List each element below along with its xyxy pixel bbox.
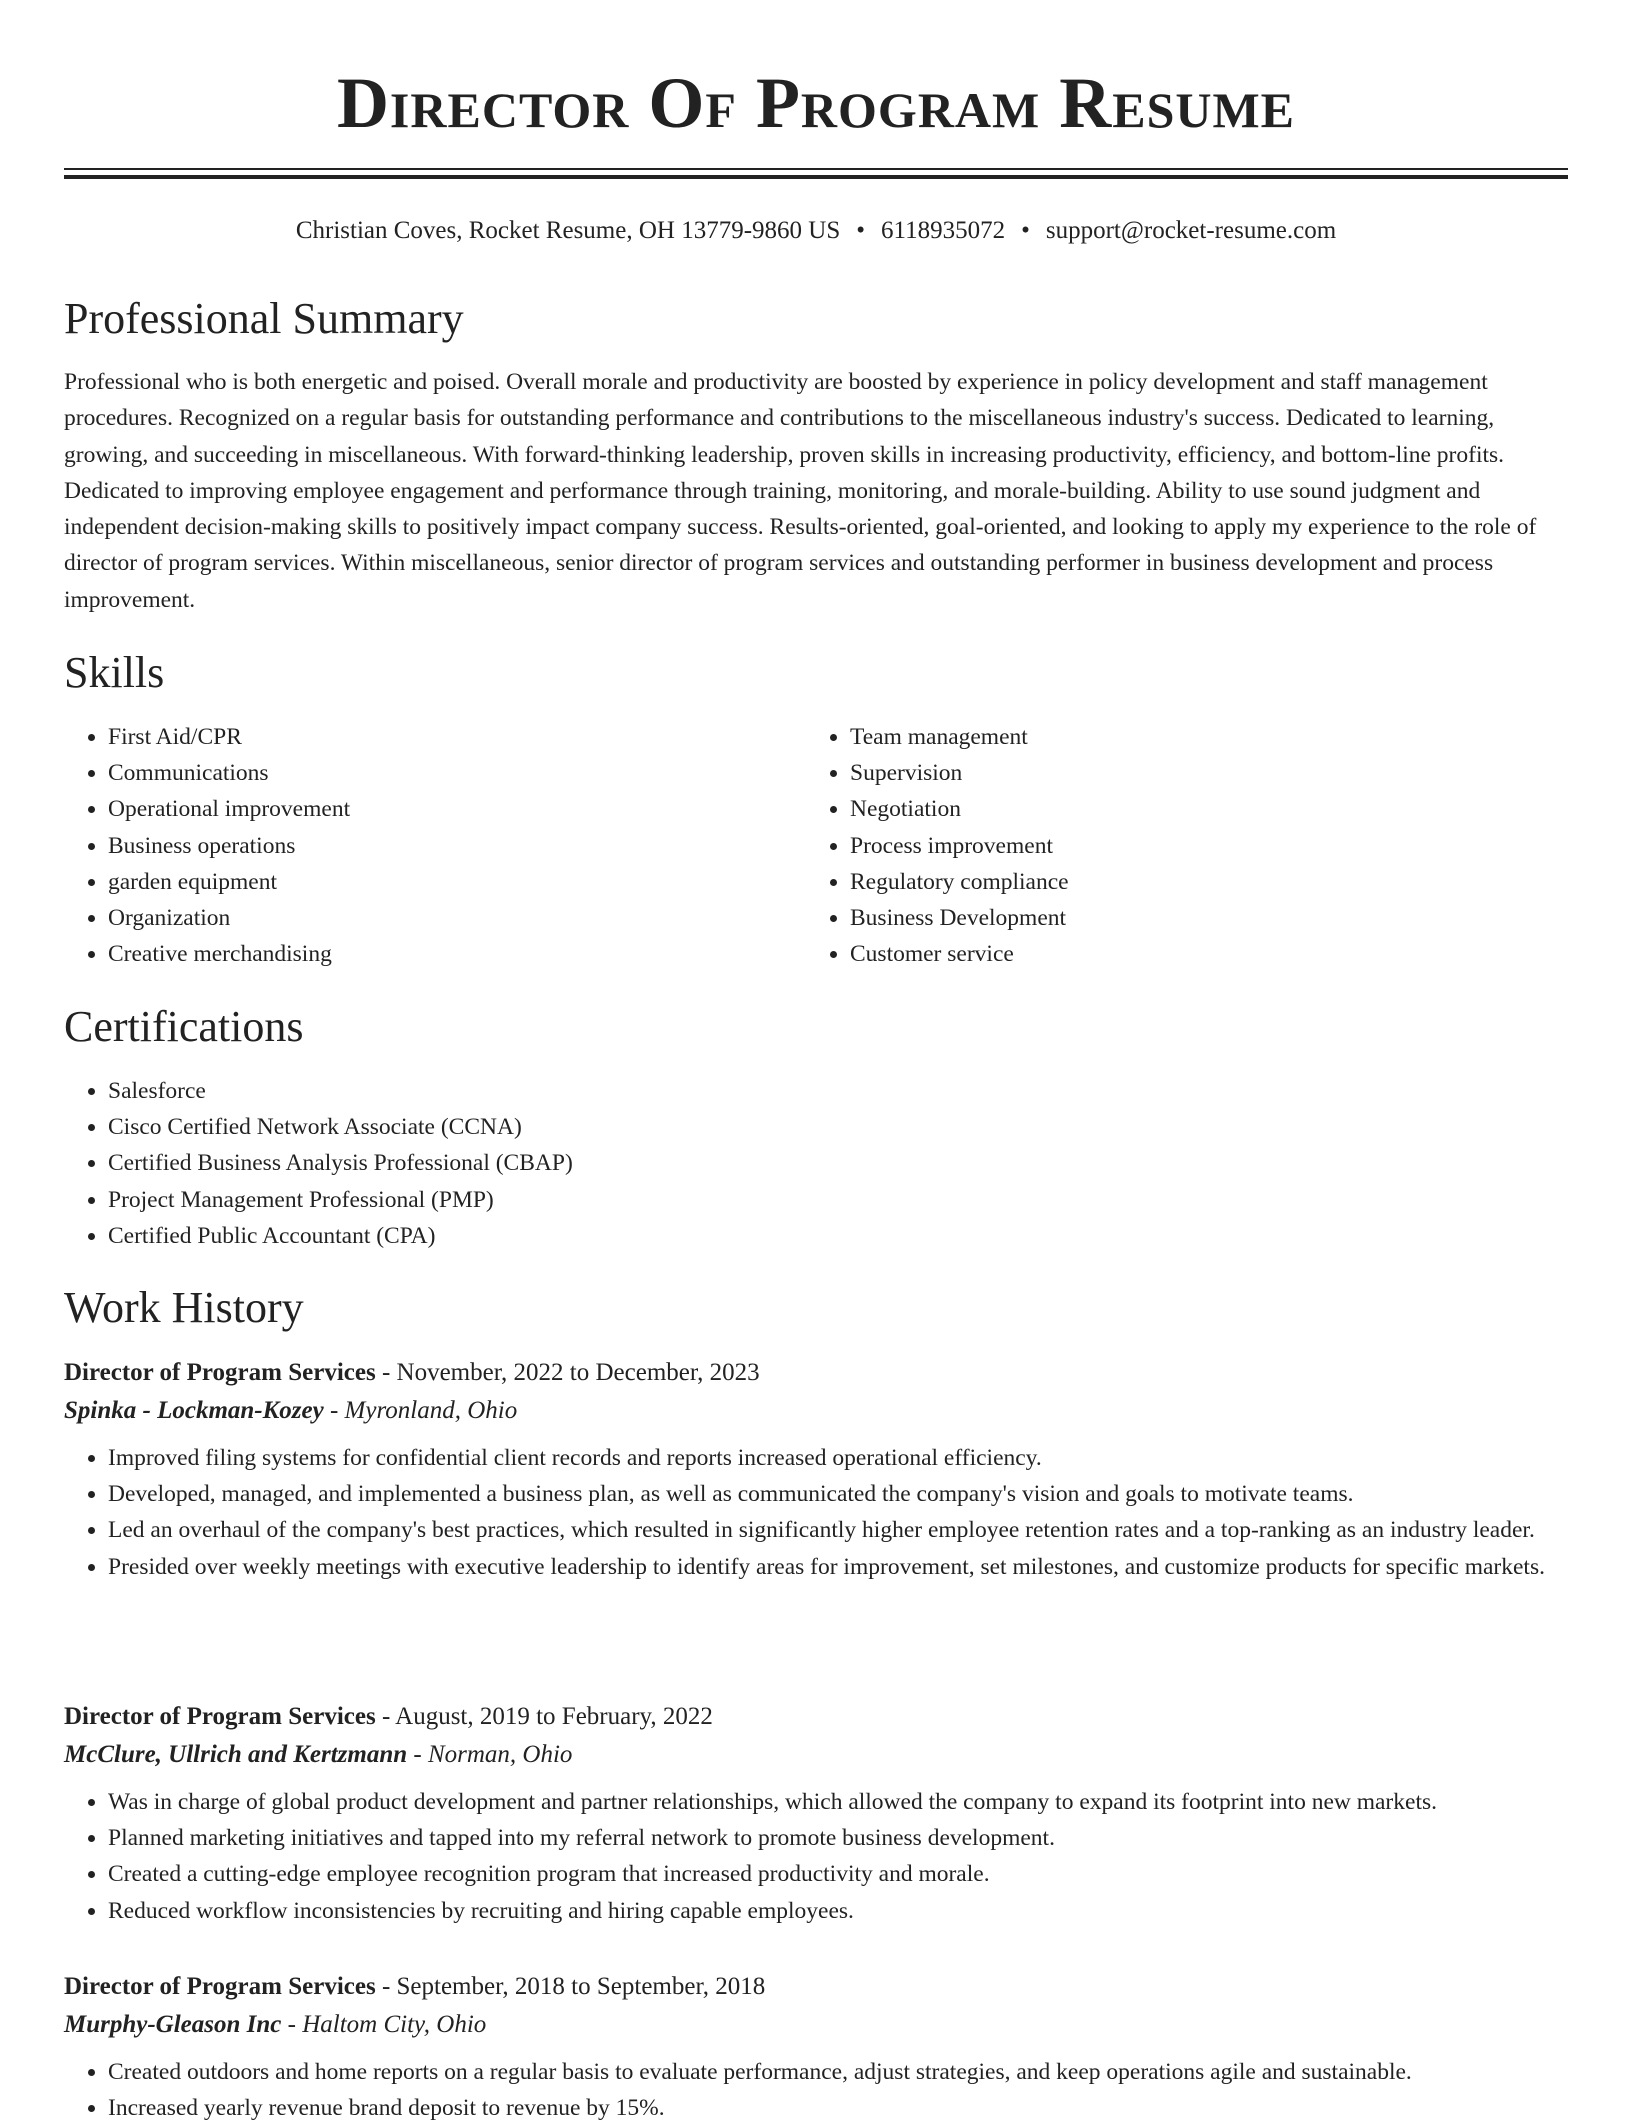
- job-dates: - September, 2018 to September, 2018: [375, 1973, 766, 2000]
- job-company-line: [64, 2006, 1568, 2044]
- job-bullet: • Created outdoors and home reports on a regular basis to evaluate performance, adjust strategies, and keep operations agile and sustainable.: [108, 2054, 1568, 2090]
- skills-list-left: [64, 719, 808, 972]
- job-bullets: [64, 2054, 1568, 2126]
- title-rule-thin: [64, 168, 1568, 170]
- skills-heading: Skills: [64, 648, 165, 697]
- skill-item: • Business operations: [108, 828, 808, 864]
- job-dates: - November, 2022 to December, 2023: [375, 1359, 760, 1386]
- job-title-line: [64, 1968, 1568, 2006]
- job-company: Murphy-Gleason Inc: [64, 2011, 282, 2038]
- job-location: - Haltom City, Ohio: [281, 2011, 487, 2038]
- job-bullet: • Created a cutting-edge employee recognition program that increased productivity and morale.: [108, 1856, 1568, 1892]
- job-bullet: • Reduced workflow inconsistencies by recruiting and hiring capable employees.: [108, 1893, 1568, 1929]
- skill-item: • Negotiation: [850, 791, 1550, 827]
- skill-item: • Customer service: [850, 936, 1550, 972]
- job-entry: [64, 1698, 1568, 1929]
- skill-item: • Team management: [850, 719, 1550, 755]
- skill-item: • Supervision: [850, 755, 1550, 791]
- certification-item: • Cisco Certified Network Associate (CCNA): [108, 1109, 1612, 1145]
- certifications-list: [64, 1073, 1612, 1254]
- certification-item: • Certified Public Accountant (CPA): [108, 1218, 1612, 1254]
- skills-list-right: [806, 719, 1550, 972]
- summary-text: Professional who is both energetic and poised. Overall morale and productivity are boosted by experience in policy development and staff management procedures. Recognized on a regular basis for outstanding performance and contributions to the miscellaneous industry's success. Dedicated to learning, growing, and succeeding in miscellaneous. With forward-thinking leadership, proven skills in increasing productivity, efficiency, and bottom-line profits. Dedicated to improving employee engagement and performance through training, monitoring, and morale-building. Ability to use sound judgment and independent decision-making skills to positively impact company success. Results-oriented, goal-oriented, and looking to apply my experience to the role of director of program services. Within miscellaneous, senior director of program services and outstanding performer in business development and process improvement.: [64, 369, 1537, 613]
- job-bullet: • Planned marketing initiatives and tapped into my referral network to promote business development.: [108, 1820, 1568, 1856]
- certification-item: • Salesforce: [108, 1073, 1612, 1109]
- job-bullet: • Developed, managed, and implemented a business plan, as well as communicated the company's vision and goals to motivate teams.: [108, 1476, 1568, 1512]
- job-title-line: [64, 1354, 1568, 1392]
- contact-email[interactable]: support@rocket-resume.com: [1045, 217, 1337, 244]
- contact-separator: •: [1021, 217, 1030, 244]
- job-bullets: [64, 1784, 1568, 1929]
- job-bullet: • Improved filing systems for confidential client records and reports increased operational efficiency.: [108, 1440, 1568, 1476]
- job-company-line: [64, 1736, 1568, 1774]
- contact-phone: 6118935072: [881, 217, 1006, 244]
- certification-item: • Certified Business Analysis Professional (CBAP): [108, 1145, 1612, 1181]
- job-bullet: • Led an overhaul of the company's best practices, which resulted in significantly higher employee retention rates and a top-ranking as an industry leader.: [108, 1512, 1568, 1548]
- job-dates: - August, 2019 to February, 2022: [375, 1703, 713, 1730]
- job-company: McClure, Ullrich and Kertzmann: [64, 1741, 408, 1768]
- job-title: Director of Program Services: [64, 1973, 376, 2000]
- certification-item: • Project Management Professional (PMP): [108, 1182, 1612, 1218]
- job-bullet: • Increased yearly revenue brand deposit to revenue by 15%.: [108, 2090, 1568, 2126]
- skill-item: • Creative merchandising: [108, 936, 808, 972]
- job-location: - Myronland, Ohio: [323, 1397, 518, 1424]
- job-bullets: [64, 1440, 1568, 1585]
- work-history-heading: Work History: [64, 1283, 304, 1332]
- skill-item: • Operational improvement: [108, 791, 808, 827]
- summary-heading: Professional Summary: [64, 294, 464, 343]
- certifications-heading: Certifications: [64, 1002, 304, 1051]
- skill-item: • Communications: [108, 755, 808, 791]
- skill-item: • Regulatory compliance: [850, 864, 1550, 900]
- job-company-line: [64, 1392, 1568, 1430]
- job-title: Director of Program Services: [64, 1359, 376, 1386]
- skill-item: • garden equipment: [108, 864, 808, 900]
- title-rule-thick: [64, 175, 1568, 179]
- skill-item: • Business Development: [850, 900, 1550, 936]
- contact-line: [0, 214, 1632, 248]
- job-title: Director of Program Services: [64, 1703, 376, 1730]
- job-company: Spinka - Lockman-Kozey: [64, 1397, 324, 1424]
- job-location: - Norman, Ohio: [407, 1741, 573, 1768]
- job-entry: [64, 1968, 1568, 2126]
- job-title-line: [64, 1698, 1568, 1736]
- skill-item: • First Aid/CPR: [108, 719, 808, 755]
- contact-address: Christian Coves, Rocket Resume, OH 13779-9860 US: [295, 217, 841, 244]
- contact-separator: •: [856, 217, 866, 244]
- skill-item: • Organization: [108, 900, 808, 936]
- skill-item: • Process improvement: [850, 828, 1550, 864]
- job-bullet: • Was in charge of global product development and partner relationships, which allowed the company to expand its footprint into new markets.: [108, 1784, 1568, 1820]
- job-bullet: • Presided over weekly meetings with executive leadership to identify areas for improvement, set milestones, and customize products for specific markets.: [108, 1549, 1568, 1585]
- page-title: Director Of Program Resume: [336, 63, 1296, 143]
- job-entry: [64, 1354, 1568, 1585]
